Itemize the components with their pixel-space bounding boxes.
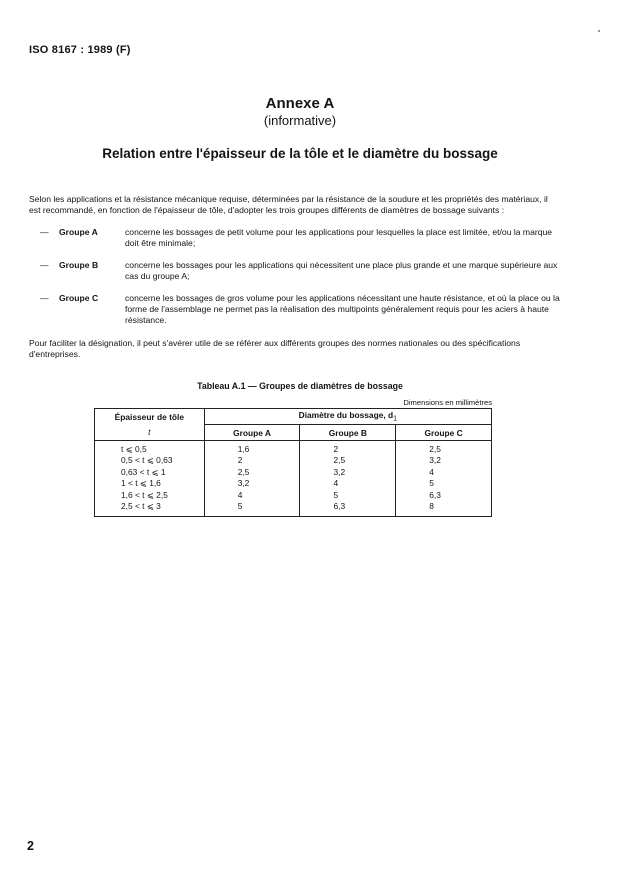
group-a-cell: 2,5 xyxy=(204,466,300,478)
thickness-header: Épaisseur de tôle xyxy=(114,411,185,422)
page-number: 2 xyxy=(27,839,34,853)
group-b-description: concerne les bossages pour les applications qui nécessitent une place plus grande et une marque supérieure aux cas du groupe A; xyxy=(125,260,558,281)
group-c-cell: 6,3 xyxy=(396,489,492,501)
table-row xyxy=(95,466,492,478)
thickness-cell: 1,6 < t ⩽ 2,5 xyxy=(121,489,168,500)
group-a-label: Groupe A xyxy=(59,227,98,237)
group-c-cell: 8 xyxy=(396,501,492,517)
diameter-subscript: 1 xyxy=(393,415,398,423)
group-c-cell: 4 xyxy=(396,466,492,478)
group-b-cell: 5 xyxy=(300,489,396,501)
diameter-header xyxy=(204,409,491,425)
bullet-dash: — xyxy=(40,227,49,237)
group-c-label: Groupe C xyxy=(59,293,99,303)
group-c-cell: 3,2 xyxy=(396,455,492,467)
group-a-description: concerne les bossages de petit volume pour les applications pour lesquelles la place est limitée, et/ou la marque doit être minimale; xyxy=(125,227,553,248)
group-b-cell: 3,2 xyxy=(300,466,396,478)
bullet-dash: — xyxy=(40,293,49,303)
scan-speck xyxy=(598,30,600,32)
group-a-cell: 1,6 xyxy=(204,441,300,455)
group-c-cell: 5 xyxy=(396,478,492,490)
document-id: ISO 8167 : 1989 (F) xyxy=(29,44,131,56)
thickness-cell: 2,5 < t ⩽ 3 xyxy=(121,501,161,512)
table-row xyxy=(95,489,492,501)
group-a-cell: 3,2 xyxy=(204,478,300,490)
table-row xyxy=(95,455,492,467)
intro-paragraph: Selon les applications et la résistance mécanique requise, déterminées par la résistance de la soudure et les propriétés des matériaux, il est recommandé, en fonction de l'épaisseur de tôle, d'adopter les trois groupes différents de diamètres de bossage suivants : xyxy=(29,194,548,215)
table-caption: Tableau A.1 — Groupes de diamètres de bossage xyxy=(197,381,403,391)
group-a-header: Groupe A xyxy=(204,425,300,441)
thickness-cell: 0,63 < t ⩽ 1 xyxy=(121,466,166,477)
diameter-table xyxy=(94,408,492,517)
group-b-header: Groupe B xyxy=(300,425,396,441)
bullet-dash: — xyxy=(40,260,49,270)
thickness-symbol: t xyxy=(148,427,151,438)
group-b-cell: 2 xyxy=(300,441,396,455)
group-c-header: Groupe C xyxy=(396,425,492,441)
group-c-description: concerne les bossages de gros volume pour les applications nécessitant une haute résistance, et où la place ou la forme de l'assemblage ne permet pas la réalisation des multipoints généralement requis pour les aciers à haute résistance. xyxy=(125,293,560,325)
group-b-cell: 2,5 xyxy=(300,455,396,467)
annex-title: Annexe A xyxy=(265,95,335,112)
thickness-cell: 0,5 < t ⩽ 0,63 xyxy=(121,455,173,466)
thickness-cell: 1 < t ⩽ 1,6 xyxy=(121,478,161,489)
diameter-header-label: Diamètre du bossage, d xyxy=(298,410,394,421)
group-a-cell: 2 xyxy=(204,455,300,467)
outro-paragraph: Pour faciliter la désignation, il peut s'avérer utile de se référer aux différents groupes des normes nationales ou des spécifications d'entreprises. xyxy=(29,338,521,359)
table-units: Dimensions en millimètres xyxy=(403,398,492,407)
thickness-cell: t ⩽ 0,5 xyxy=(121,443,147,454)
table-row xyxy=(95,501,492,517)
group-a-cell: 5 xyxy=(204,501,300,517)
group-c-cell: 2,5 xyxy=(396,441,492,455)
group-b-cell: 4 xyxy=(300,478,396,490)
annex-heading: Relation entre l'épaisseur de la tôle et le diamètre du bossage xyxy=(102,146,498,161)
group-b-cell: 6,3 xyxy=(300,501,396,517)
annex-subtitle: (informative) xyxy=(263,113,337,128)
group-b-label: Groupe B xyxy=(59,260,99,270)
table-row xyxy=(95,478,492,490)
group-a-cell: 4 xyxy=(204,489,300,501)
table-row xyxy=(95,441,492,455)
